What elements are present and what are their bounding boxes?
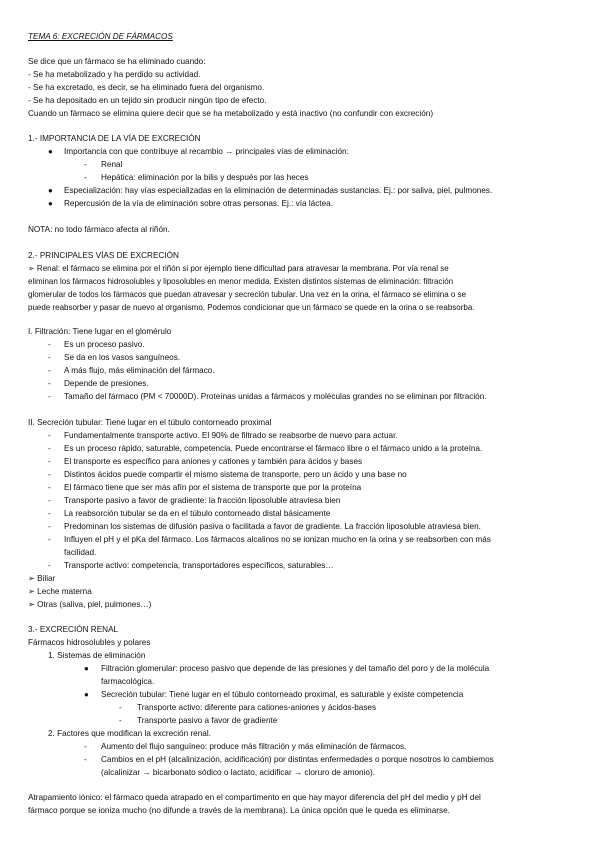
sub-item: Cambios en el pH (alcalinización, acidificación) por distintas enfermedades o porque nosotros lo cambiemos <box>101 755 494 764</box>
page-title: TEMA 6: EXCRECIÓN DE FÁRMACOS <box>28 32 173 41</box>
section-heading: 3.- EXCRECIÓN RENAL <box>28 625 119 634</box>
dash-icon: - <box>48 379 51 388</box>
bullet-item: Secreción tubular: Tiene lugar en el túbulo contorneado proximal, es saturable y existe competencia <box>101 690 464 699</box>
dash-icon: - <box>48 509 51 518</box>
paragraph-line: Atrapamiento iónico: el fármaco queda atrapado en el compartimento en que hay mayor diferencia del pH del medio y pH del <box>28 793 481 802</box>
list-item: El fármaco tiene que ser más afín por el sistema de transporte que por la proteína <box>64 483 362 492</box>
dash-icon: - <box>48 340 51 349</box>
dash-icon: - <box>48 561 51 570</box>
numbered-item: 1. Sistemas de eliminación <box>48 651 146 660</box>
section-heading: 1.- IMPORTANCIA DE LA VÍA DE EXCRECIÓN <box>28 134 201 143</box>
bullet-item: Importancia con que contribuye al recambio → principales vías de eliminación: <box>64 147 349 156</box>
subsection-heading: I. Filtración: Tiene lugar en el glomérulo <box>28 327 172 336</box>
section-heading: 2.- PRINCIPALES VÍAS DE EXCRECIÓN <box>28 251 179 260</box>
paragraph-line: puede reabsorber y pasar de nuevo al organismo. Podemos condicionar que un fármaco se quede en la orina o se reabsorba. <box>28 303 475 312</box>
list-item: Predominan los sistemas de difusión pasiva o facilitada a favor de gradiente. La fracción liposoluble atraviesa bien. <box>64 522 481 531</box>
paragraph-line: glomerular de todos los fármacos que puedan atravesar y secreción tubular. Una vez en la orina, el fármaco se elimina o se <box>28 290 467 299</box>
bullet-item: Repercusión de la vía de eliminación sobre otras personas. Ej.: vía láctea. <box>64 199 333 208</box>
paragraph-line: ➢ Renal: el fármaco se elimina por el riñón si por ejemplo tiene dificultad para atravesar la membrana. Por vía renal se <box>28 264 449 273</box>
route-item: ➢ Leche materna <box>28 587 92 596</box>
note: NOTA: no todo fármaco afecta al riñón. <box>28 225 170 234</box>
list-item: Distintos ácidos puede compartir el mismo sistema de transporte, pero un ácido y una base no <box>64 470 407 479</box>
bullet-icon: ● <box>48 186 53 195</box>
dash-icon: - <box>48 470 51 479</box>
sub-item: Transporte pasivo a favor de gradiente <box>137 716 278 725</box>
intro-line: Se dice que un fármaco se ha eliminado cuando: <box>28 57 206 66</box>
list-item: Transporte activo: competencia, transportadores específicos, saturables… <box>64 561 334 570</box>
list-item: El transporte es específico para aniones y cationes y también para ácidos y bases <box>64 457 363 466</box>
dash-icon: - <box>84 742 87 751</box>
list-item-continuation: facilidad. <box>64 548 97 557</box>
list-item: Se da en los vasos sanguíneos. <box>64 353 181 362</box>
list-item: A más flujo, más eliminación del fármaco. <box>64 366 215 375</box>
sub-item: Aumento del flujo sanguíneo: produce más filtración y más eliminación de fármacos. <box>101 742 407 751</box>
dash-icon: - <box>48 444 51 453</box>
route-item: ➢ Otras (saliva, piel, pulmones…) <box>28 600 152 609</box>
bullet-icon: ● <box>48 147 53 156</box>
dash-icon: - <box>84 755 87 764</box>
sub-item: Transporte activo: diferente para cationes-aniones y ácidos-bases <box>137 703 377 712</box>
dash-icon: - <box>119 716 122 725</box>
bullet-icon: ● <box>84 664 89 673</box>
intro-line: - Se ha excretado, es decir, se ha eliminado fuera del organismo. <box>28 83 265 92</box>
intro-line: - Se ha metabolizado y ha perdido su actividad. <box>28 70 201 79</box>
intro-line: - Se ha depositado en un tejido sin producir ningún tipo de efecto. <box>28 96 267 105</box>
intro-line: Cuando un fármaco se elimina quiere decir que se ha metabolizado y está inactivo (no confundir con excreción) <box>28 109 434 118</box>
paragraph-line: fármaco porque se ioniza mucho (no difunde a través de la membrana). La única opción que le queda es eliminarse. <box>28 806 450 815</box>
dash-icon: - <box>84 160 87 169</box>
bullet-icon: ● <box>48 199 53 208</box>
route-item: ➢ Biliar <box>28 574 56 583</box>
dash-icon: - <box>48 522 51 531</box>
dash-icon: - <box>48 366 51 375</box>
list-item: Tamaño del fármaco (PM < 70000D). Proteínas unidas a fármacos y moléculas grandes no se eliminan por filtración. <box>64 392 487 401</box>
bullet-item-continuation: farmacológica. <box>101 677 155 686</box>
dash-icon: - <box>48 535 51 544</box>
dash-icon: - <box>48 457 51 466</box>
list-item: La reabsorción tubular se da en el túbulo contorneado distal básicamente <box>64 509 331 518</box>
sub-item: Hepática: eliminación por la bilis y después por las heces <box>101 173 309 182</box>
list-item: Influyen el pH y el pKa del fármaco. Los fármacos alcalinos no se ionizan mucho en la orina y se reabsorben con más <box>64 535 491 544</box>
bullet-icon: ● <box>84 690 89 699</box>
paragraph-line: eliminan los fármacos hidrosolubles y liposolubles en menor medida. Existen distintos sistemas de eliminación: filtración <box>28 277 454 286</box>
list-item: Fundamentalmente transporte activo. El 90% de filtrado se reabsorbe de nuevo para actuar. <box>64 431 398 440</box>
list-item: Depende de presiones. <box>64 379 149 388</box>
subtitle: Fármacos hidrosolubles y polares <box>28 638 151 647</box>
dash-icon: - <box>48 431 51 440</box>
bullet-item: Filtración glomerular: proceso pasivo que depende de las presiones y del tamaño del poro y de la molécula <box>101 664 490 673</box>
dash-icon: - <box>119 703 122 712</box>
dash-icon: - <box>48 496 51 505</box>
dash-icon: - <box>48 483 51 492</box>
bullet-item: Especialización: hay vías especializadas en la eliminación de determinadas sustancias. Ej.: por saliva, piel, pulmones. <box>64 186 493 195</box>
numbered-item: 2. Factores que modifican la excreción renal. <box>48 729 211 738</box>
subsection-heading: II. Secreción tubular: Tiene lugar en el túbulo contorneado proximal <box>28 418 272 427</box>
list-item: Transporte pasivo a favor de gradiente: la fracción liposoluble atraviesa bien <box>64 496 341 505</box>
sub-item-continuation: (alcalinizar → bicarbonato sódico o lactato, acidificar → cloruro de amonio). <box>101 768 375 777</box>
dash-icon: - <box>48 353 51 362</box>
list-item: Es un proceso rápido, saturable, competencia. Puede encontrarse el fármaco libre o el fármaco unido a la proteína. <box>64 444 483 453</box>
list-item: Es un proceso pasivo. <box>64 340 145 349</box>
sub-item: Renal <box>101 160 123 169</box>
dash-icon: - <box>48 392 51 401</box>
dash-icon: - <box>84 173 87 182</box>
